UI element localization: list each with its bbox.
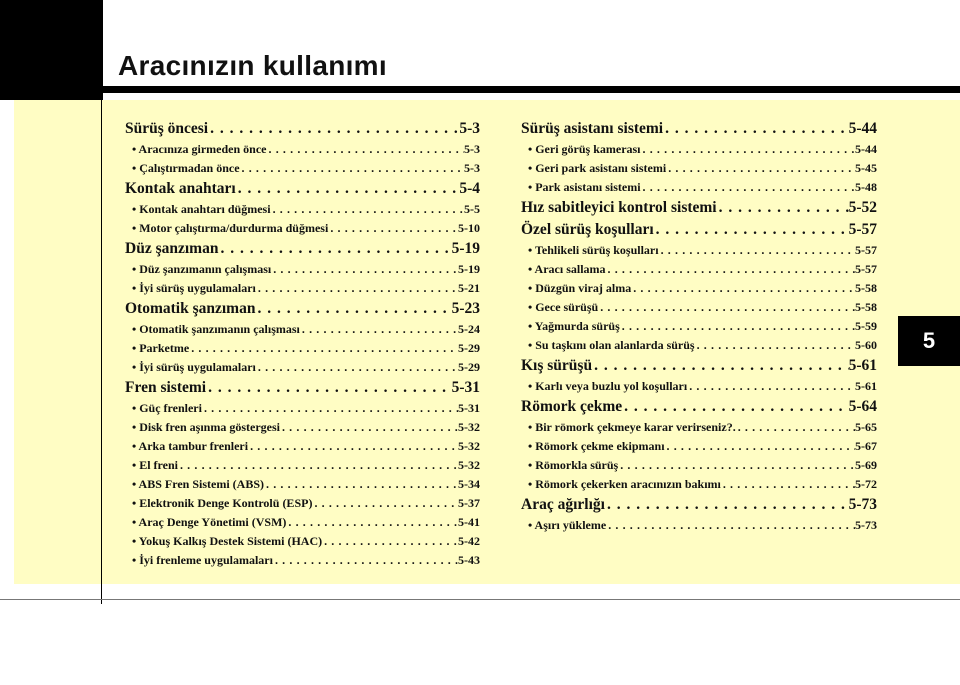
toc-page-number: 5-69 [855,458,877,472]
toc-subentry[interactable] [125,513,480,532]
toc-dot-leader [202,399,458,418]
toc-dot-leader [328,219,458,238]
toc-subentry[interactable] [521,456,877,475]
toc-page-number: 5-61 [848,357,877,374]
toc-page-number: 5-44 [848,120,877,137]
toc-subentry[interactable] [125,200,480,219]
toc-subentry[interactable] [521,260,877,279]
toc-dot-leader [717,197,849,219]
toc-entry-text: • Arka tambur frenleri [132,439,249,453]
toc-subentry[interactable] [521,241,877,260]
toc-page-number: 5-59 [855,319,877,333]
toc-section-entry[interactable] [521,396,877,418]
toc-page-number: 5-3 [459,120,480,137]
toc-entry-text: • Römork çekme ekipmanı [528,439,665,453]
toc-entry-text: • Su taşkını olan alanlarda sürüş [528,338,695,352]
left-margin-rule [101,0,102,604]
toc-dot-leader [641,140,855,159]
toc-entry-text: Fren sistemi [125,379,207,396]
toc-subentry[interactable] [125,219,480,238]
toc-page-number: 5-64 [848,398,877,415]
toc-section-entry[interactable] [521,355,877,377]
toc-subentry[interactable] [521,298,877,317]
toc-subentry[interactable] [521,317,877,336]
toc-entry-text: • Bir römork çekmeye karar verirseniz?. [528,420,736,434]
toc-page-number: 5-32 [458,458,480,472]
toc-page-number: 5-43 [458,553,480,567]
toc-dot-leader [665,437,855,456]
toc-subentry[interactable] [125,418,480,437]
toc-entry-text: • Gece sürüşü [528,300,599,314]
toc-section-entry[interactable] [521,118,877,140]
toc-entry-text: • Yağmurda sürüş [528,319,620,333]
toc-entry-text: Kış sürüşü [521,357,593,374]
toc-dot-leader [280,418,458,437]
toc-page-number: 5-21 [458,281,480,295]
toc-dot-leader [659,241,855,260]
toc-dot-leader [605,494,849,516]
toc-entry-text: • Geri görüş kamerası [528,142,641,156]
toc-subentry[interactable] [125,494,480,513]
toc-page-number: 5-60 [855,338,877,352]
toc-dot-leader [256,358,458,377]
toc-page-number: 5-58 [855,281,877,295]
toc-entry-text: • Römork çekerken aracınızın bakımı [528,477,721,491]
toc-entry-text: • Elektronik Denge Kontrolü (ESP) [132,496,313,510]
toc-dot-leader [240,159,464,178]
bottom-rule [0,599,960,600]
toc-dot-leader [256,279,458,298]
toc-dot-leader [721,475,855,494]
toc-entry-text: • Parketme [132,341,190,355]
toc-dot-leader [267,140,464,159]
toc-entry-text: • Motor çalıştırma/durdurma düğmesi [132,221,329,235]
toc-section-entry[interactable] [521,219,877,241]
toc-dot-leader [736,418,855,437]
toc-entry-text: • Araç Denge Yönetimi (VSM) [132,515,287,529]
toc-subentry[interactable] [521,418,877,437]
toc-page-number: 5-34 [458,477,480,491]
toc-subentry[interactable] [521,178,877,197]
toc-subentry[interactable] [125,399,480,418]
toc-dot-leader [273,551,458,570]
toc-subentry[interactable] [125,260,480,279]
toc-entry-text: • Güç frenleri [132,401,202,415]
toc-page-number: 5-29 [458,341,480,355]
toc-page-number: 5-31 [458,401,480,415]
toc-page-number: 5-24 [458,322,480,336]
toc-dot-leader [631,279,855,298]
toc-page-number: 5-32 [458,420,480,434]
toc-page-number: 5-31 [451,379,480,396]
toc-subentry[interactable] [125,320,480,339]
toc-dot-leader [271,260,458,279]
toc-subentry[interactable] [521,140,877,159]
toc-subentry[interactable] [521,159,877,178]
toc-subentry[interactable] [521,475,877,494]
toc-subentry[interactable] [521,516,877,535]
toc-entry-text: Otomatik şanzıman [125,300,256,317]
toc-subentry[interactable] [125,475,480,494]
corner-block [0,0,103,100]
toc-entry-text: • Aşırı yükleme [528,518,607,532]
toc-entry-text: • El freni [132,458,178,472]
toc-subentry[interactable] [125,551,480,570]
toc-page-number: 5-5 [464,202,480,216]
toc-subentry[interactable] [125,339,480,358]
toc-dot-leader [592,355,849,377]
toc-dot-leader [641,178,855,197]
toc-entry-text: Römork çekme [521,398,623,415]
toc-page-number: 5-32 [458,439,480,453]
toc-entry-text: • Yokuş Kalkış Destek Sistemi (HAC) [132,534,323,548]
toc-page-number: 5-57 [855,243,877,257]
chapter-tab[interactable]: 5 [898,316,960,366]
toc-page-number: 5-73 [848,496,877,513]
toc-section-entry[interactable] [521,197,877,219]
toc-entry-text: Sürüş öncesi [125,120,209,137]
toc-dot-leader [255,298,451,320]
toc-entry-text: Sürüş asistanı sistemi [521,120,664,137]
toc-dot-leader [666,159,855,178]
toc-dot-leader [620,317,855,336]
toc-dot-leader [312,494,458,513]
toc-entry-text: • İyi sürüş uygulamaları [132,281,256,295]
toc-subentry[interactable] [125,159,480,178]
toc-dot-leader [654,219,849,241]
toc-page-number: 5-52 [848,199,877,216]
toc-section-entry[interactable] [125,118,480,140]
toc-page-number: 5-10 [458,221,480,235]
toc-dot-leader [178,456,458,475]
toc-entry-text: • Tehlikeli sürüş koşulları [528,243,659,257]
toc-entry-text: • Çalıştırmadan önce [132,161,240,175]
toc-section-entry[interactable] [125,178,480,200]
toc-dot-leader [286,513,458,532]
toc-dot-leader [606,516,855,535]
toc-dot-leader [598,298,855,317]
toc-subentry[interactable] [125,456,480,475]
toc-dot-leader [606,260,855,279]
toc-subentry[interactable] [521,437,877,456]
toc-entry-text: Kontak anahtarı [125,180,236,197]
toc-dot-leader [695,336,855,355]
toc-entry-text: • Park asistanı sistemi [528,180,641,194]
toc-entry-text: • ABS Fren Sistemi (ABS) [132,477,264,491]
toc-page-number: 5-65 [855,420,877,434]
toc-page-number: 5-37 [458,496,480,510]
toc-dot-leader [189,339,458,358]
toc-page-number: 5-67 [855,439,877,453]
toc-entry-text: • Karlı veya buzlu yol koşulları [528,379,688,393]
toc-dot-leader [687,377,855,396]
toc-entry-text: Hız sabitleyici kontrol sistemi [521,199,717,216]
toc-page-number: 5-3 [464,161,480,175]
toc-entry-text: • Kontak anahtarı düğmesi [132,202,271,216]
toc-right-column [521,118,877,535]
toc-entry-text: • Otomatik şanzımanın çalışması [132,322,300,336]
toc-entry-text: Düz şanzıman [125,240,219,257]
toc-entry-text: • Düz şanzımanın çalışması [132,262,272,276]
toc-entry-text: • Römorkla sürüş [528,458,619,472]
toc-dot-leader [618,456,855,475]
toc-page-number: 5-19 [451,240,480,257]
toc-page-number: 5-4 [459,180,480,197]
toc-subentry[interactable] [125,532,480,551]
toc-entry-text: • Aracı sallama [528,262,606,276]
page-title: Aracınızın kullanımı [118,50,387,81]
toc-subentry[interactable] [125,279,480,298]
toc-page-number: 5-45 [855,161,877,175]
title-underline [103,86,960,93]
toc-entry-text: • Geri park asistanı sistemi [528,161,667,175]
toc-page-number: 5-3 [464,142,480,156]
toc-page-number: 5-72 [855,477,877,491]
toc-page-number: 5-73 [855,518,877,532]
toc-left-column [125,118,480,570]
toc-page-number: 5-61 [855,379,877,393]
toc-page-number: 5-41 [458,515,480,529]
toc-subentry[interactable] [521,336,877,355]
toc-entry-text: • Aracınıza girmeden önce [132,142,267,156]
toc-section-entry[interactable] [125,298,480,320]
toc-dot-leader [248,437,458,456]
toc-entry-text: • İyi frenleme uygulamaları [132,553,273,567]
toc-section-entry[interactable] [521,494,877,516]
toc-dot-leader [663,118,848,140]
toc-page-number: 5-44 [855,142,877,156]
toc-section-entry[interactable] [125,377,480,399]
toc-subentry[interactable] [125,437,480,456]
toc-subentry[interactable] [125,140,480,159]
toc-dot-leader [208,118,459,140]
toc-page-number: 5-23 [451,300,480,317]
toc-dot-leader [264,475,458,494]
toc-entry-text: • Disk fren aşınma göstergesi [132,420,280,434]
toc-entry-text: Özel sürüş koşulları [521,221,654,238]
toc-section-entry[interactable] [125,238,480,260]
toc-page-number: 5-42 [458,534,480,548]
toc-page-number: 5-58 [855,300,877,314]
toc-dot-leader [622,396,848,418]
toc-page-number: 5-57 [855,262,877,276]
toc-entry-text: • İyi sürüş uygulamaları [132,360,256,374]
toc-page-number: 5-29 [458,360,480,374]
toc-dot-leader [271,200,464,219]
toc-page-number: 5-57 [848,221,877,238]
toc-subentry[interactable] [521,279,877,298]
toc-entry-text: Araç ağırlığı [521,496,605,513]
toc-dot-leader [236,178,460,200]
toc-subentry[interactable] [125,358,480,377]
toc-page-number: 5-19 [458,262,480,276]
toc-dot-leader [218,238,451,260]
toc-page-number: 5-48 [855,180,877,194]
toc-entry-text: • Düzgün viraj alma [528,281,632,295]
toc-subentry[interactable] [521,377,877,396]
toc-dot-leader [206,377,452,399]
toc-dot-leader [322,532,458,551]
toc-dot-leader [300,320,458,339]
